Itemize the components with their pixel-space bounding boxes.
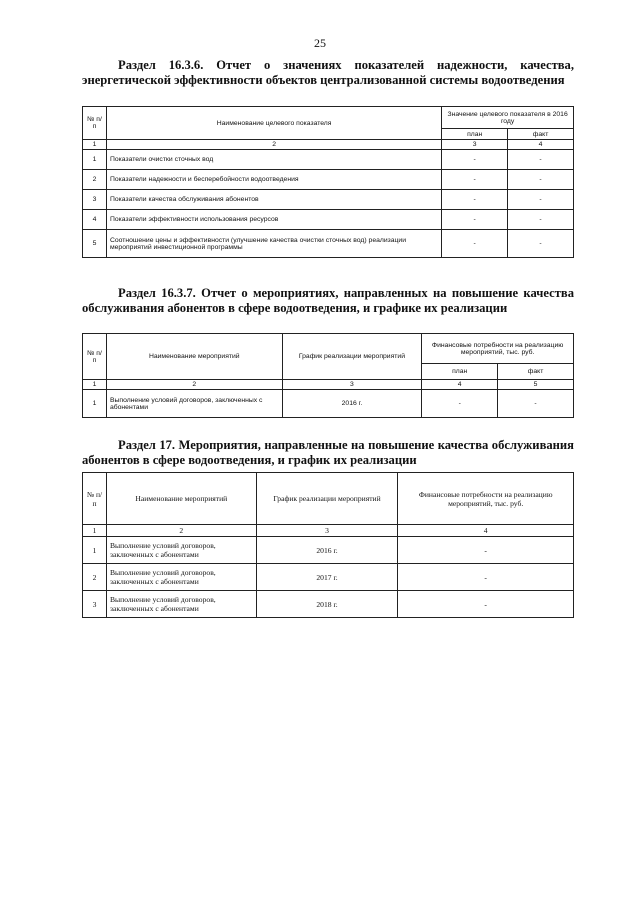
row-name: Выполнение условий договоров, заключенных с абонентами bbox=[106, 564, 256, 591]
index-cell: 1 bbox=[83, 380, 107, 390]
index-cell: 1 bbox=[83, 140, 107, 150]
row-plan: - bbox=[442, 210, 508, 230]
row-fact: - bbox=[508, 230, 574, 258]
measures-table bbox=[82, 333, 574, 418]
header-num: № п/п bbox=[83, 334, 107, 380]
row-name: Показатели очистки сточных вод bbox=[106, 150, 441, 170]
indicators-table bbox=[82, 106, 574, 258]
header-value: Значение целевого показателя в 2016 году bbox=[442, 107, 574, 129]
table-row bbox=[83, 150, 574, 170]
header-plan: план bbox=[442, 129, 508, 140]
header-num: № п/п bbox=[83, 107, 107, 140]
row-name: Показатели эффективности использования ресурсов bbox=[106, 210, 441, 230]
row-fact: - bbox=[498, 390, 574, 418]
row-plan: - bbox=[422, 390, 498, 418]
row-name: Выполнение условий договоров, заключенных с абонентами bbox=[106, 390, 282, 418]
header-schedule: График реализации мероприятий bbox=[282, 334, 422, 380]
index-cell: 3 bbox=[442, 140, 508, 150]
index-cell: 1 bbox=[83, 525, 107, 537]
row-name: Соотношение цены и эффективности (улучшение качества очистки сточных вод) реализации мероприятий инвестиционной программы bbox=[106, 230, 441, 258]
row-num: 5 bbox=[83, 230, 107, 258]
section-16-3-6-title: Раздел 16.3.6. Отчет о значениях показателей надежности, качества, энергетической эффективности объектов централизованной системы водоотведения bbox=[82, 58, 574, 87]
row-name: Показатели качества обслуживания абонентов bbox=[106, 190, 441, 210]
row-schedule: 2016 г. bbox=[282, 390, 422, 418]
index-cell: 2 bbox=[106, 380, 282, 390]
table-row bbox=[83, 170, 574, 190]
table-row bbox=[83, 564, 574, 591]
header-name: Наименование целевого показателя bbox=[106, 107, 441, 140]
header-plan: план bbox=[422, 364, 498, 380]
index-cell: 2 bbox=[106, 140, 441, 150]
header-name: Наименование мероприятий bbox=[106, 334, 282, 380]
table-row bbox=[83, 210, 574, 230]
row-plan: - bbox=[442, 170, 508, 190]
row-plan: - bbox=[442, 190, 508, 210]
header-num: № п/п bbox=[83, 473, 107, 525]
row-num: 1 bbox=[83, 537, 107, 564]
row-schedule: 2017 г. bbox=[256, 564, 398, 591]
table-row bbox=[83, 230, 574, 258]
row-name: Выполнение условий договоров, заключенных с абонентами bbox=[106, 591, 256, 618]
table-row bbox=[83, 591, 574, 618]
index-cell: 4 bbox=[422, 380, 498, 390]
header-finance: Финансовые потребности на реализацию мероприятий, тыс. руб. bbox=[422, 334, 574, 364]
section-16-3-7-title: Раздел 16.3.7. Отчет о мероприятиях, направленных на повышение качества обслуживания абонентов в сфере водоотведения, и графике их реализации bbox=[82, 286, 574, 315]
row-name: Выполнение условий договоров, заключенных с абонентами bbox=[106, 537, 256, 564]
page-number: 25 bbox=[314, 36, 326, 50]
row-plan: - bbox=[442, 150, 508, 170]
row-num: 2 bbox=[83, 564, 107, 591]
header-fact: факт bbox=[508, 129, 574, 140]
row-num: 3 bbox=[83, 591, 107, 618]
table-row bbox=[83, 537, 574, 564]
row-plan: - bbox=[442, 230, 508, 258]
header-fact: факт bbox=[498, 364, 574, 380]
row-finance: - bbox=[398, 537, 574, 564]
row-num: 2 bbox=[83, 170, 107, 190]
index-cell: 4 bbox=[508, 140, 574, 150]
row-fact: - bbox=[508, 150, 574, 170]
index-cell: 5 bbox=[498, 380, 574, 390]
header-name: Наименование мероприятий bbox=[106, 473, 256, 525]
index-cell: 2 bbox=[106, 525, 256, 537]
header-schedule: График реализации мероприятий bbox=[256, 473, 398, 525]
table-row bbox=[83, 390, 574, 418]
row-num: 3 bbox=[83, 190, 107, 210]
table-row bbox=[83, 190, 574, 210]
row-schedule: 2018 г. bbox=[256, 591, 398, 618]
row-num: 1 bbox=[83, 390, 107, 418]
row-num: 4 bbox=[83, 210, 107, 230]
row-num: 1 bbox=[83, 150, 107, 170]
row-finance: - bbox=[398, 564, 574, 591]
section-17-title: Раздел 17. Мероприятия, направленные на повышение качества обслуживания абонентов в сфере водоотведения, и график их реализации bbox=[82, 438, 574, 467]
index-cell: 3 bbox=[256, 525, 398, 537]
row-finance: - bbox=[398, 591, 574, 618]
row-name: Показатели надежности и бесперебойности водоотведения bbox=[106, 170, 441, 190]
index-cell: 3 bbox=[282, 380, 422, 390]
row-fact: - bbox=[508, 190, 574, 210]
index-cell: 4 bbox=[398, 525, 574, 537]
schedule-table bbox=[82, 472, 574, 618]
row-fact: - bbox=[508, 210, 574, 230]
row-fact: - bbox=[508, 170, 574, 190]
row-schedule: 2016 г. bbox=[256, 537, 398, 564]
header-finance: Финансовые потребности на реализацию мероприятий, тыс. руб. bbox=[398, 473, 574, 525]
